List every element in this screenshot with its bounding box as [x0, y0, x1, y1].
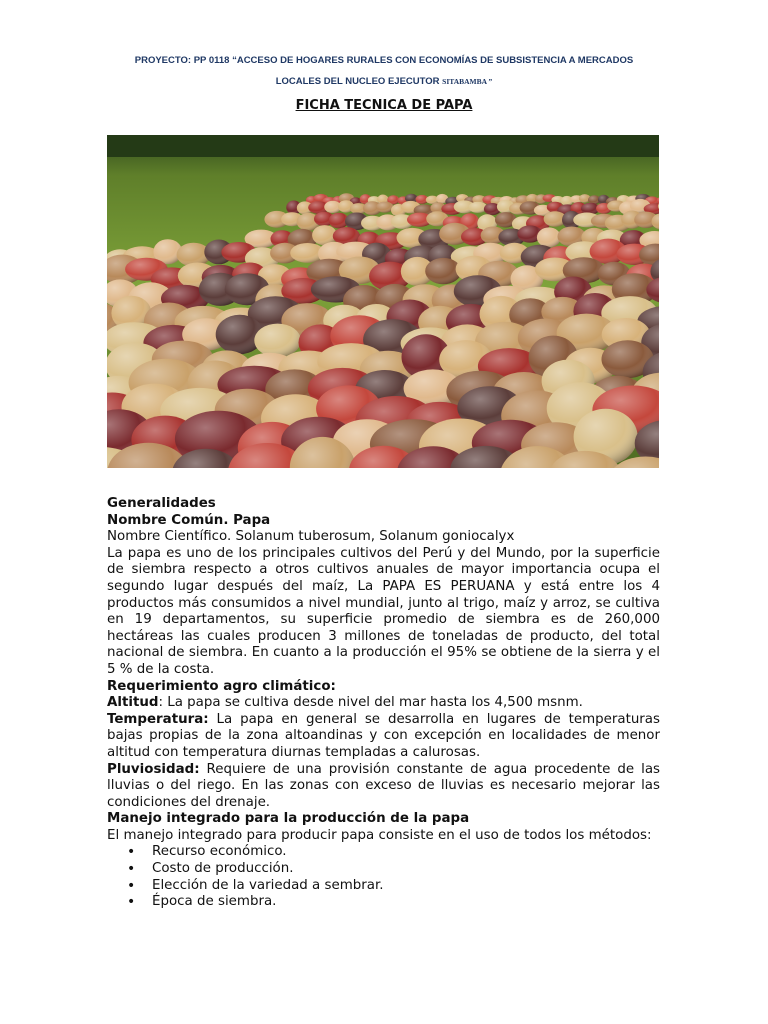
- management-list: [107, 844, 660, 910]
- scientific-name: Nombre Científico. Solanum tuberosum, Solanum goniocalyx: [107, 529, 515, 545]
- management-paragraph: El manejo integrado para producir papa consiste en el uso de todos los métodos:: [107, 827, 652, 843]
- project-header-line2-small: SITABAMBA ”: [442, 77, 493, 86]
- potato-photo: [107, 135, 659, 468]
- project-header: [0, 50, 768, 92]
- altitude-label: Altitud: [107, 695, 159, 711]
- document-body: [107, 496, 660, 911]
- rainfall-paragraph: [107, 762, 660, 812]
- project-header-line2: [0, 71, 768, 92]
- temperature-paragraph: [107, 712, 660, 762]
- common-name: Nombre Común. Papa: [107, 512, 271, 528]
- section-heading-management: Manejo integrado para la producción de la papa: [107, 811, 470, 827]
- project-header-line1: PROYECTO: PP 0118 “ACCESO DE HOGARES RURALES CON ECONOMÍAS DE SUBSISTENCIA A MERCADOS: [134, 55, 634, 66]
- list-item: • Recurso económico.: [107, 844, 660, 861]
- project-header-line2-main: LOCALES DEL NUCLEO EJECUTOR: [275, 76, 440, 87]
- document-title: FICHA TECNICA DE PAPA: [295, 98, 473, 113]
- altitude-text: : La papa se cultiva desde nivel del mar hasta los 4,500 msnm.: [158, 695, 583, 711]
- rainfall-label: Pluviosidad:: [107, 761, 200, 777]
- altitude-paragraph: [107, 695, 660, 712]
- temperature-text: La papa en general se desarrolla en lugares de temperaturas bajas propias de la zona altoandinas y con excepción en localidades de menor altitud con temperatura diurnas templadas a calurosas.: [107, 711, 660, 760]
- potato-shading: [537, 227, 561, 247]
- potato-shading: [376, 202, 394, 213]
- list-item: • Época de siembra.: [107, 894, 660, 911]
- section-heading-requirements: Requerimiento agro climático:: [107, 678, 336, 694]
- potato-shading: [254, 324, 301, 358]
- list-item: • Elección de la variedad a sembrar.: [107, 878, 660, 895]
- list-item: • Costo de producción.: [107, 861, 660, 878]
- section-heading-generalidades: Generalidades: [107, 496, 216, 511]
- potato-photo-graphic: [107, 135, 659, 468]
- intro-paragraph: La papa es uno de los principales cultivos del Perú y del Mundo, por la superficie de siembra respecto a otros cultivos anuales de mayor importancia ocupa el segundo lugar después del maíz, La PAPA ES PERUANA y está entre los 4 productos más consumidos a nivel mundial, junto al trigo, maíz y arroz, se cultiva en 19 departamentos, su superficie promedio de siembra es de 260,000 hectáreas las cuales producen 3 millones de toneladas de producto, del total nacional de siembra. En cuanto a la producción el 95% se obtiene de la sierra y el 5 % de la costa.: [107, 545, 660, 677]
- temperature-label: Temperatura:: [107, 711, 209, 727]
- rainfall-text: Requiere de una provisión constante de agua procedente de las lluvias o del riego. En las zonas con exceso de lluvias es necesario mejorar las condiciones del drenaje.: [107, 761, 660, 810]
